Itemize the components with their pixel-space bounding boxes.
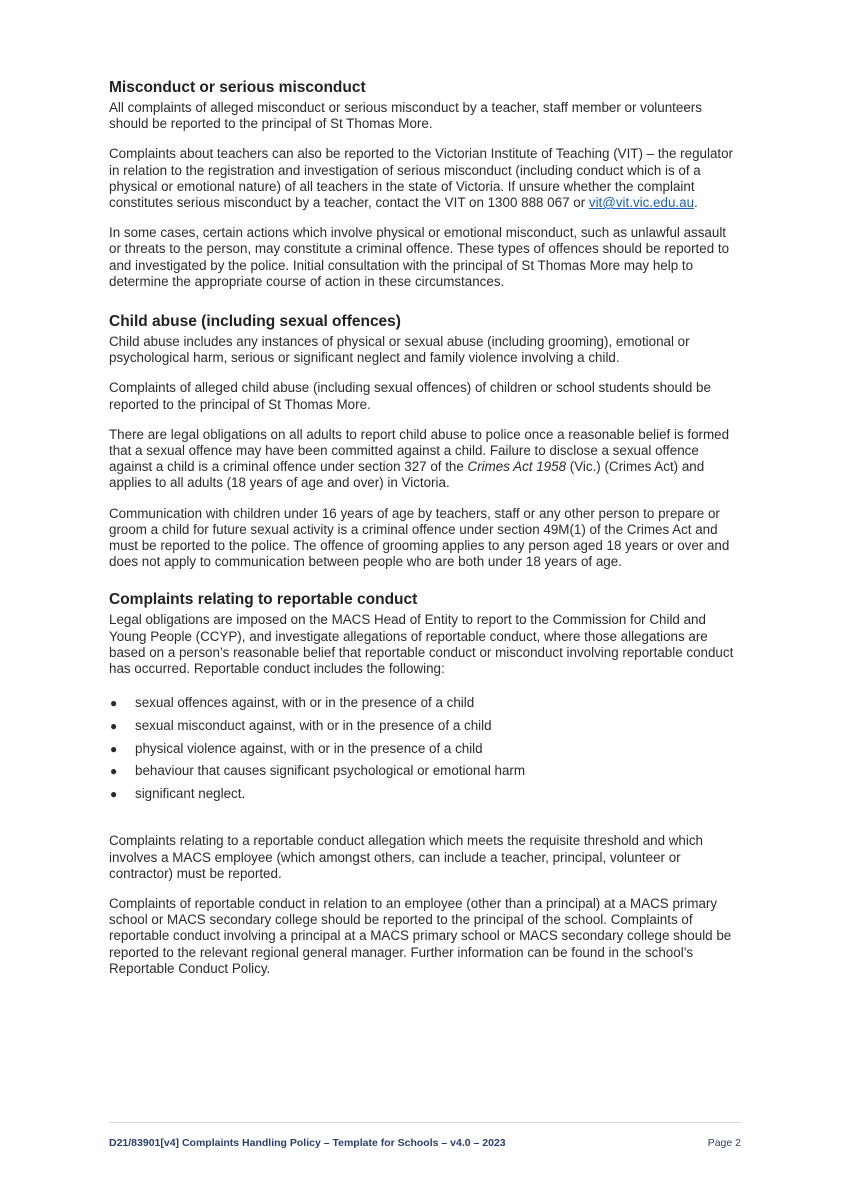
section-child-abuse	[109, 312, 741, 570]
crimes-act-title: Crimes Act 1958	[467, 459, 567, 475]
page-footer	[109, 1137, 741, 1149]
paragraph: Communication with children under 16 years of age by teachers, staff or any other person to prepare or groom a child for future sexual activity is a criminal offence under section 49M(1) of the Crimes Act and must be reported to the police. The offence of grooming applies to any person aged 18 years or over and does not apply to communication between people who are both under 18 years of age.	[109, 505, 730, 570]
bullet-icon: ●	[110, 764, 118, 779]
paragraph-vit	[109, 146, 741, 211]
paragraph: Complaints of alleged child abuse (including sexual offences) of children or school students should be reported to the principal of St Thomas More.	[109, 380, 711, 412]
document-body	[109, 78, 741, 991]
section-reportable-conduct	[109, 590, 741, 976]
paragraph-text: Complaints about teachers can also be reported to the Victorian Institute of Teaching (VIT) – the regulator in relation to the registration and investigation of serious misconduct (including conduct which is of a physical or emotional nature) of all teachers in the state of Victoria. If unsure whether the complaint constitutes serious misconduct by a teacher, contact the VIT on 1300 888 067 or	[109, 146, 734, 211]
footer-document-reference: D21/83901[v4] Complaints Handling Policy – Template for Schools – v4.0 – 2023	[109, 1137, 506, 1149]
list-item	[109, 741, 741, 757]
section-misconduct	[109, 78, 741, 290]
bullet-icon: ●	[110, 718, 118, 733]
section-heading: Misconduct or serious misconduct	[109, 79, 366, 96]
list-item	[109, 695, 741, 711]
footer-divider	[109, 1122, 741, 1123]
paragraph: All complaints of alleged misconduct or serious misconduct by a teacher, staff member or volunteers should be reported to the principal of St Thomas More.	[109, 100, 702, 132]
section-heading: Child abuse (including sexual offences)	[109, 313, 401, 331]
section-heading: Complaints relating to reportable conduct	[109, 591, 418, 609]
paragraph: In some cases, certain actions which involve physical or emotional misconduct, such as unlawful assault or threats to the person, may constitute a criminal offence. These types of offences should be reported to and investigated by the police. Initial consultation with the principal of St Thomas More may help to determine the appropriate course of action in these circumstances.	[109, 225, 730, 289]
bullet-icon: ●	[110, 787, 118, 802]
paragraph: Child abuse includes any instances of physical or sexual abuse (including grooming), emotional or psychological harm, serious or significant neglect and family violence involving a child.	[109, 334, 690, 366]
list-item-text: physical violence against, with or in the presence of a child	[135, 740, 483, 756]
paragraph: Complaints relating to a reportable conduct allegation which meets the requisite threshold and which involves a MACS employee (which amongst others, can include a teacher, principal, volunteer or contractor) must be reported.	[109, 833, 703, 881]
list-item-text: behaviour that causes significant psychological or emotional harm	[135, 763, 526, 779]
vit-email-link[interactable]: vit@vit.vic.edu.au	[588, 195, 695, 211]
paragraph: Legal obligations are imposed on the MACS Head of Entity to report to the Commission for Child and Young People (CCYP), and investigate allegations of reportable conduct, where those allegations are based on a person’s reasonable belief that reportable conduct or misconduct involving reportable conduct has occurred. Reportable conduct includes the following:	[109, 612, 734, 677]
punctuation: .	[694, 195, 698, 211]
list-item	[109, 718, 741, 734]
list-item	[109, 786, 741, 802]
footer-page-number: Page 2	[707, 1137, 741, 1149]
paragraph-text: (Vic.) (Crimes Act) and applies to all adults (18 years of age and over) in Victoria.	[109, 459, 705, 491]
bullet-icon: ●	[110, 741, 118, 756]
bullet-icon: ●	[110, 696, 118, 711]
list-item-text: significant neglect.	[135, 786, 246, 802]
paragraph-text: There are legal obligations on all adults to report child abuse to police once a reasonable belief is formed that a sexual offence may have been committed against a child. Failure to disclose a sexual offence against a child is a criminal offence under section 327 of the	[109, 426, 730, 475]
list-item	[109, 763, 741, 779]
paragraph-crimes-act	[109, 427, 741, 492]
paragraph: Complaints of reportable conduct in relation to an employee (other than a principal) at a MACS primary school or MACS secondary college should be reported to the principal of the school. Complaints of reportable conduct involving a principal at a MACS primary school or MACS secondary college should be reported to the relevant regional general manager. Further information can be found in the school’s Reportable Conduct Policy.	[109, 895, 732, 976]
list-item-text: sexual offences against, with or in the presence of a child	[135, 695, 475, 711]
list-item-text: sexual misconduct against, with or in the presence of a child	[135, 717, 492, 733]
reportable-conduct-list	[109, 695, 741, 802]
